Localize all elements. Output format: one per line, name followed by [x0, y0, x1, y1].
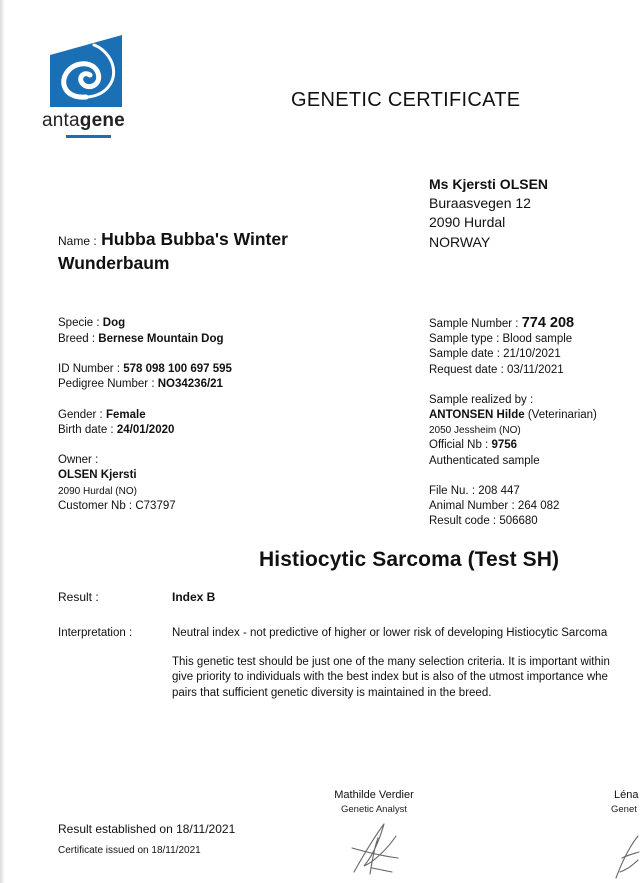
page-edge-shadow	[0, 0, 5, 883]
dog-name-line1: Name : Hubba Bubba's Winter	[58, 229, 288, 249]
veterinarian-location: 2050 Jessheim (NO)	[429, 425, 521, 436]
authenticated-sample: Authenticated sample	[429, 455, 540, 467]
signature-image-1	[344, 818, 406, 880]
document-title: GENETIC CERTIFICATE	[291, 89, 521, 111]
recipient-street: Buraasvegen 12	[429, 195, 531, 211]
signatory-2-name: Léna	[614, 789, 639, 801]
official-number-row: Official Nb : 9756	[429, 439, 518, 451]
result-code: Result code : 506680	[429, 515, 538, 527]
dog-name-line2: Wunderbaum	[58, 253, 170, 273]
result-established: Result established on 18/11/2021	[58, 822, 236, 836]
signatory-2-role: Genet	[611, 804, 637, 815]
request-date: Request date : 03/11/2021	[429, 364, 564, 376]
id-number-row: ID Number : 578 098 100 697 595	[58, 363, 232, 375]
logo-wordmark: antagene	[42, 110, 125, 131]
customer-number-row: Customer Nb : C73797	[58, 500, 176, 512]
recipient-city: 2090 Hurdal	[429, 214, 506, 230]
owner-location: 2090 Hurdal (NO)	[58, 486, 137, 497]
breed-row: Breed : Bernese Mountain Dog	[58, 333, 224, 345]
result-value: Index B	[172, 590, 216, 604]
sample-number-row: Sample Number : 774 208	[429, 315, 575, 331]
signatory-role: Genetic Analyst	[340, 804, 407, 815]
veterinarian-row: ANTONSEN Hilde (Veterinarian)	[429, 409, 597, 421]
logo-underline	[66, 135, 111, 138]
file-number: File Nu. : 208 447	[429, 485, 520, 497]
interpretation-text: Neutral index - not predictive of higher or lower risk of developing Histiocytic Sarcoma	[172, 627, 608, 639]
pedigree-row: Pedigree Number : NO34236/21	[58, 378, 223, 390]
test-title: Histiocytic Sarcoma (Test SH)	[259, 548, 560, 571]
recipient-country: NORWAY	[429, 234, 491, 250]
sample-realized-label: Sample realized by :	[429, 394, 534, 406]
specie-row: Specie : Dog	[58, 317, 126, 329]
note-line-1: This genetic test should be just one of the many selection criteria. It is important within	[172, 656, 610, 668]
animal-number: Animal Number : 264 082	[429, 500, 560, 512]
owner-name: OLSEN Kjersti	[58, 469, 137, 481]
sample-date: Sample date : 21/10/2021	[429, 348, 561, 360]
signature-image-2	[612, 832, 640, 880]
signatory-name: Mathilde Verdier	[334, 789, 414, 801]
recipient-name: Ms Kjersti OLSEN	[429, 176, 549, 192]
owner-label: Owner :	[58, 454, 99, 466]
interpretation-label: Interpretation :	[58, 627, 133, 639]
result-label: Result :	[58, 590, 99, 604]
certificate-issued: Certificate issued on 18/11/2021	[58, 845, 201, 856]
gender-row: Gender : Female	[58, 409, 146, 421]
sample-type: Sample type : Blood sample	[429, 333, 573, 345]
birth-date-row: Birth date : 24/01/2020	[58, 424, 175, 436]
note-line-2: give priority to individuals with the best index but is also of the utmost importance whe	[172, 671, 608, 683]
note-line-3: pairs that sufficient genetic diversity is maintained in the breed.	[172, 687, 492, 699]
